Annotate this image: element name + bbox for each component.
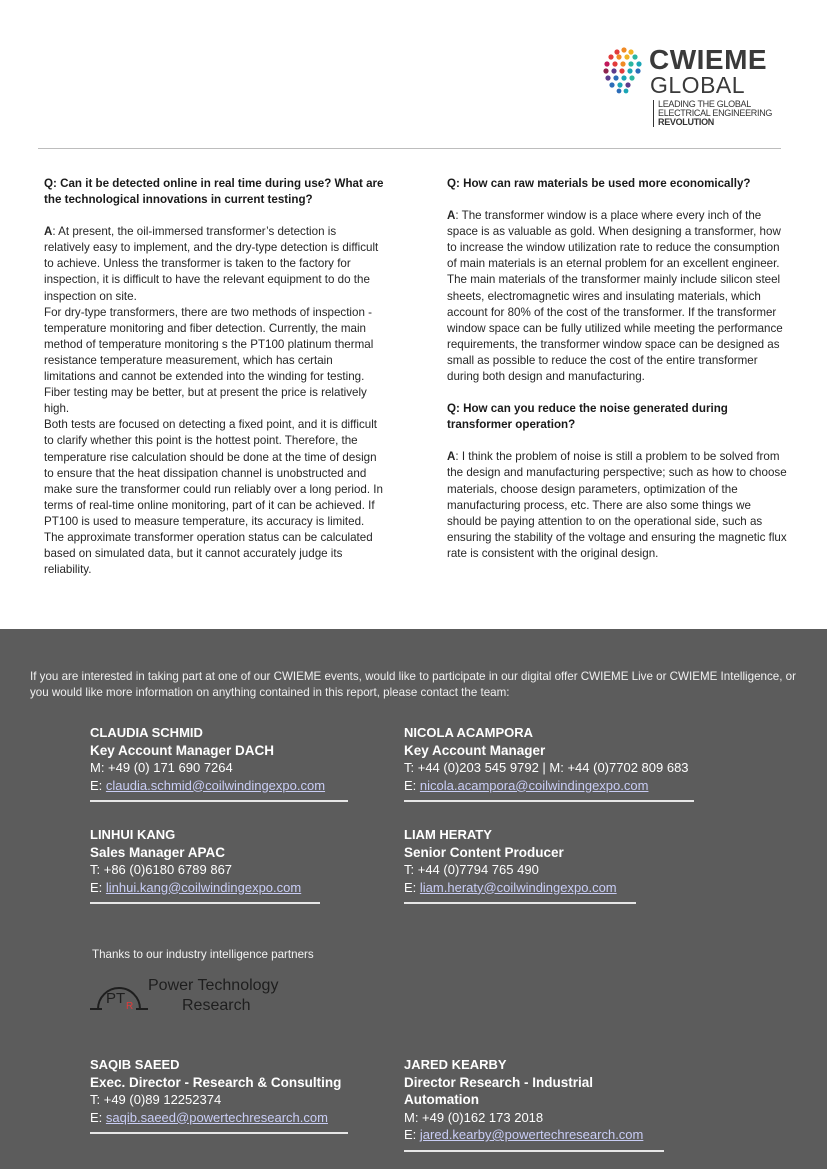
partner-name-line-1: Power Technology xyxy=(148,977,279,994)
contact-phone: T: +44 (0)7794 765 490 xyxy=(404,862,539,877)
contact-email-row xyxy=(90,1109,348,1127)
answer-prefix: A xyxy=(447,209,456,223)
contact-role: Director Research - Industrial Automation xyxy=(404,1074,594,1107)
contact-intro: If you are interested in taking part at one of our CWIEME events, would like to participate in our digital offer CWIEME Live or CWIEME Intelligence, or you would like more information on anything contained in this report, please contact the team: xyxy=(30,670,796,699)
tagline-line-3: REVOLUTION xyxy=(658,117,715,127)
email-label: E: xyxy=(404,777,420,793)
answer-raw-materials xyxy=(447,208,787,385)
contact-name: JARED KEARBY xyxy=(404,1057,507,1072)
tagline-line-2: ELECTRICAL ENGINEERING xyxy=(658,108,773,118)
svg-text:PT: PT xyxy=(106,990,126,1007)
contact-card xyxy=(404,826,636,904)
answer-paragraph-1 xyxy=(44,224,384,304)
tagline-line-1: LEADING THE GLOBAL xyxy=(658,99,751,109)
contact-role: Exec. Director - Research & Consulting xyxy=(90,1074,342,1090)
contact-name: SAQIB SAEED xyxy=(90,1057,180,1072)
partners-thanks: Thanks to our industry intelligence partners xyxy=(92,948,314,961)
right-qa-column xyxy=(447,176,787,578)
contact-underline xyxy=(90,902,320,904)
contact-email-link[interactable]: linhui.kang@coilwindingexpo.com xyxy=(105,879,302,895)
contact-phone: T: +86 (0)6180 6789 867 xyxy=(90,862,233,877)
email-label: E: xyxy=(90,1109,106,1125)
question-raw-materials: Q: How can raw materials be used more economically? xyxy=(447,177,751,190)
contact-email-row xyxy=(404,1126,664,1144)
contact-email-row xyxy=(90,879,320,897)
contact-card xyxy=(90,826,320,904)
contact-name: LIAM HERATY xyxy=(404,827,492,842)
answer-text: : I think the problem of noise is still a problem to be solved from the design and manufacturing perspective; such as how to choose materials, choose design parameters, optimization of the manufacturing process, etc. There are also some things we should be paying attention to on the operational side, such as ensuring the stability of the voltage and ensuring the magnetic flux rate is consistent with the original design. xyxy=(447,450,787,560)
contact-name: NICOLA ACAMPORA xyxy=(404,725,534,740)
ptr-mark-icon xyxy=(90,971,150,1019)
contact-role: Senior Content Producer xyxy=(404,844,564,860)
left-qa-column xyxy=(44,176,384,594)
contact-email-link[interactable]: claudia.schmid@coilwindingexpo.com xyxy=(105,777,326,793)
contact-name: LINHUI KANG xyxy=(90,827,176,842)
question-noise: Q: How can you reduce the noise generated during transformer operation? xyxy=(447,402,728,432)
svg-text:R: R xyxy=(126,1001,134,1012)
contact-phone: T: +49 (0)89 12252374 xyxy=(90,1092,222,1107)
email-label: E: xyxy=(404,879,420,895)
question-realtime-detection: Q: Can it be detected online in real time during use? What are the technological innovations in current testing? xyxy=(44,177,384,207)
answer-paragraph-3: Both tests are focused on detecting a fixed point, and it is difficult to clarify whether this point is the hottest point. Therefore, the temperature rise calculation should be done at the time of design to ensure that the heat dissipation channel is unobstructed and make sure the transformer could run reliably over a long period. In terms of real-time online monitoring, part of it can be achieved. If PT100 is used to measure temperature, its accuracy is limited. The approximate transformer operation status can be calculated based on simulated data, but it cannot accurately judge its reliability. xyxy=(44,418,383,577)
logo-dot-globe-icon xyxy=(602,46,646,94)
contact-role: Key Account Manager xyxy=(404,742,546,758)
logo-wordmark-cwieme: CWIEME xyxy=(649,44,768,75)
email-label: E: xyxy=(404,1127,420,1142)
contact-email-row xyxy=(404,777,694,795)
logo-wordmark-global: GLOBAL xyxy=(650,72,746,98)
contact-email-row xyxy=(404,879,636,897)
contact-underline xyxy=(404,1150,664,1152)
cwieme-global-logo xyxy=(600,44,790,134)
answer-text: : At present, the oil-immersed transformer’s detection is relatively easy to implement, and the dry-type detection is difficult to achieve. Unless the transformer is taken to the factory for inspection, it is difficult to have the relevant equipment to do the inspection on site. xyxy=(44,225,379,303)
contact-card xyxy=(90,1056,348,1134)
answer-realtime-detection xyxy=(44,224,384,578)
contact-underline xyxy=(404,902,636,904)
contact-role: Sales Manager APAC xyxy=(90,844,226,860)
answer-text: : The transformer window is a place where every inch of the space is as valuable as gold. When designing a transformer, how to increase the window utilization rate to reduce the consumption of main materials is an eternal problem for an excellent engineer. The main materials of the transformer mainly include silicon steel sheets, electromagnetic wires and insulating materials, which account for 80% of the cost of the transformer. If the transformer window space can be fully utilized while meeting the performance requirements, the transformer window space can be designed as small as possible to reduce the cost of the entire transformer during both design and manufacturing. xyxy=(447,209,783,384)
contact-name: CLAUDIA SCHMID xyxy=(90,725,203,740)
contact-email-link[interactable]: liam.heraty@coilwindingexpo.com xyxy=(419,879,617,895)
email-label: E: xyxy=(90,879,106,895)
answer-prefix: A xyxy=(447,450,456,464)
contact-email-link[interactable]: jared.kearby@powertechresearch.com xyxy=(419,1127,644,1142)
email-label: E: xyxy=(90,777,106,793)
answer-prefix: A xyxy=(44,225,53,239)
contact-email-link[interactable]: saqib.saeed@powertechresearch.com xyxy=(105,1109,328,1125)
contact-underline xyxy=(90,800,348,802)
header-divider xyxy=(38,148,781,149)
contact-phone: M: +49 (0)162 173 2018 xyxy=(404,1109,544,1125)
contact-card xyxy=(404,724,694,802)
ptr-partner-logo xyxy=(90,971,300,1019)
contact-underline xyxy=(404,800,694,802)
contact-card xyxy=(90,724,348,802)
answer-noise xyxy=(447,449,787,562)
contact-email-row xyxy=(90,777,348,795)
contact-email-link[interactable]: nicola.acampora@coilwindingexpo.com xyxy=(419,777,649,793)
answer-paragraph-2: For dry-type transformers, there are two methods of inspection - temperature monitoring and fiber detection. Currently, the main method of temperature monitoring s the PT100 platinum thermal resistance temperature measurement, which has certain limitations and cannot be extended into the winding for testing. Fiber testing may be better, but at present the price is relatively high. xyxy=(44,305,374,416)
contact-card xyxy=(404,1056,664,1152)
contact-band xyxy=(0,629,827,1169)
contact-underline xyxy=(90,1132,348,1134)
contact-phone: M: +49 (0) 171 690 7264 xyxy=(90,760,233,775)
contact-role: Key Account Manager DACH xyxy=(90,742,275,758)
contact-phone: T: +44 (0)203 545 9792 | M: +44 (0)7702 809 683 xyxy=(404,760,689,775)
partner-name-line-2: Research xyxy=(182,997,251,1014)
logo-tagline xyxy=(653,100,772,127)
